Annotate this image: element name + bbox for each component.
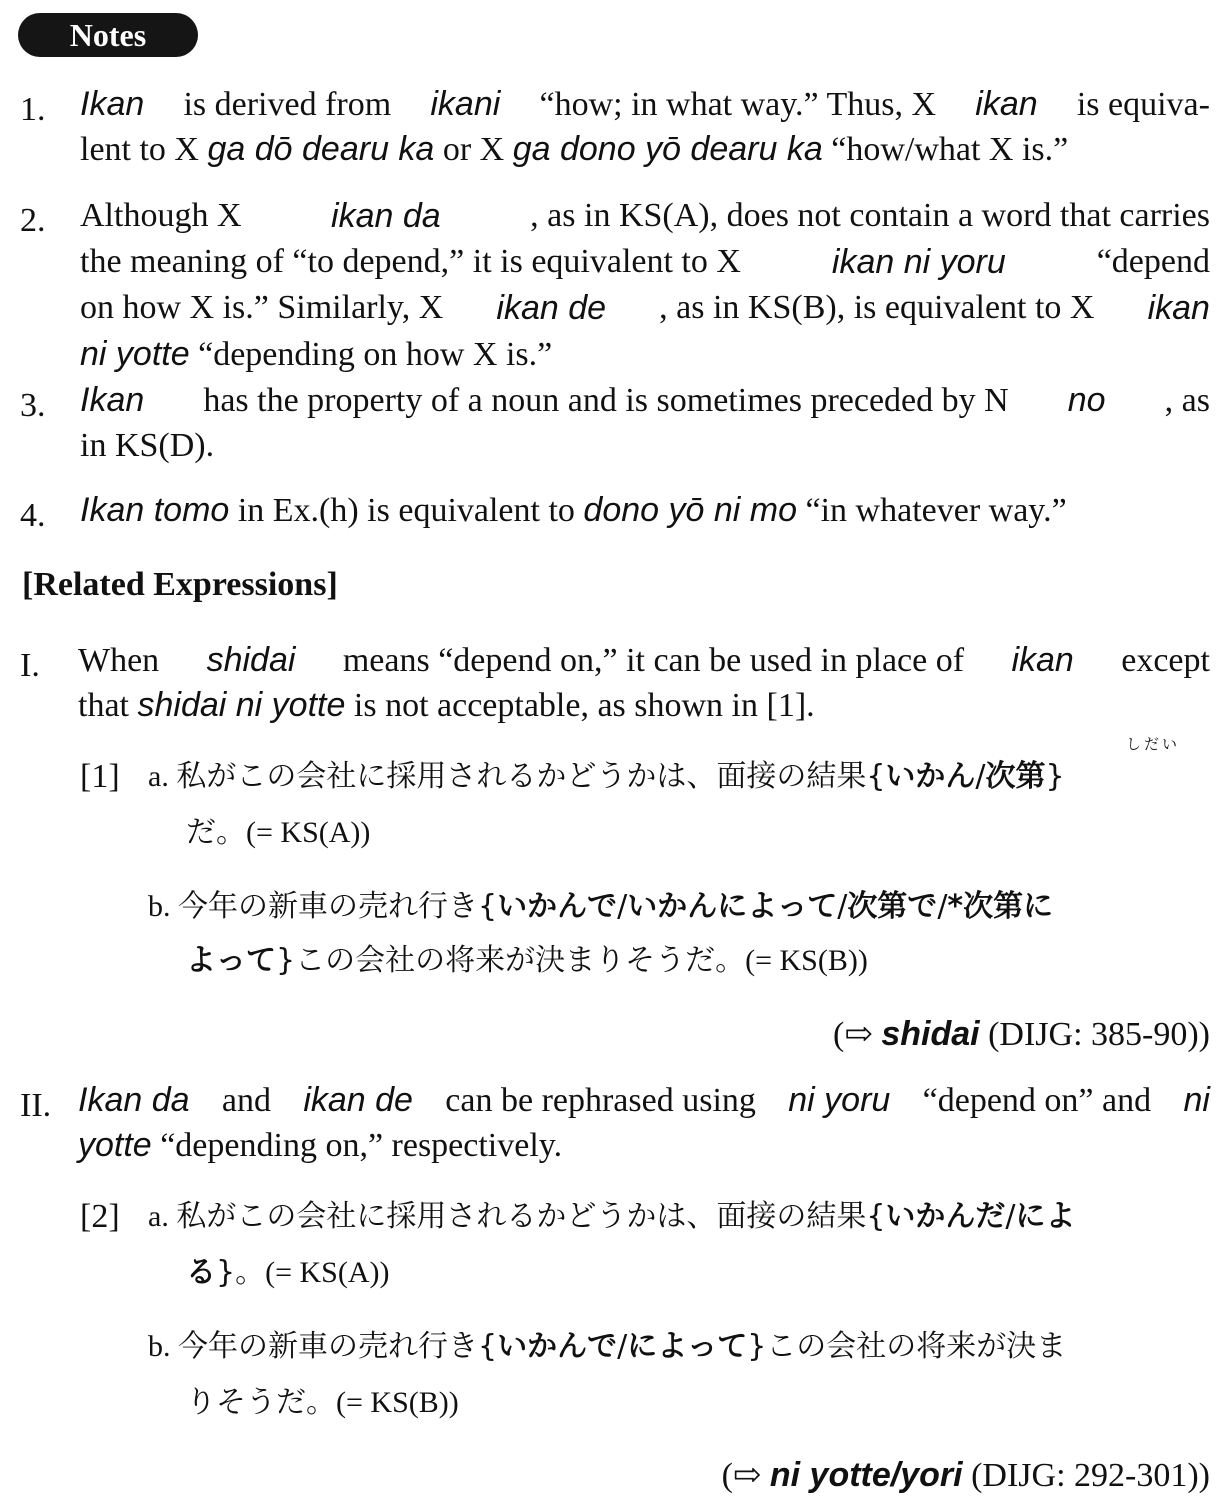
text-run: ni — [1183, 1081, 1210, 1119]
example-line — [148, 1324, 1066, 1369]
text-run: Although X — [80, 197, 242, 234]
reference-prefix: (⇨ — [833, 1016, 882, 1053]
example-label: [1] — [80, 758, 120, 795]
text-run: / — [975, 759, 986, 794]
text-run: (= KS(A)) — [265, 1256, 390, 1289]
text-run: ikan — [1011, 641, 1074, 679]
text-run: いかんで — [497, 889, 618, 924]
text-run: Ikan tomo — [80, 491, 230, 529]
reference-term: shidai — [881, 1015, 980, 1053]
text-run: りそうだ。 — [186, 1385, 336, 1420]
text-run: has the property of a noun and is sometimes preceded by N — [203, 382, 1009, 419]
text-run: / — [937, 889, 948, 924]
text-run: る — [186, 1255, 216, 1290]
section-number: II. — [20, 1087, 52, 1124]
note-text — [80, 378, 1210, 468]
note-text — [80, 82, 1210, 172]
text-run: lent to X — [80, 131, 208, 168]
text-run: この会社の将来が決ま — [766, 1329, 1067, 1364]
text-run: ni yotte — [80, 335, 190, 373]
example-line — [148, 754, 1065, 799]
text-run: ikan — [1147, 289, 1210, 327]
text-run: だ。 — [186, 815, 246, 850]
text-run: } — [747, 1329, 767, 1364]
text-run: is derived from — [183, 86, 392, 123]
section-number: I. — [20, 647, 40, 684]
text-run: ikan — [975, 85, 1038, 123]
cross-reference[interactable] — [833, 1012, 1210, 1057]
reference-prefix: (⇨ — [721, 1457, 770, 1494]
text-run: いかん — [885, 759, 976, 794]
text-run: the meaning of “to depend,” it is equivalent to X — [80, 243, 741, 280]
text-run: “how/what X is.” — [822, 131, 1069, 168]
section-line — [78, 1078, 1210, 1123]
text-run: 今年の新車の売れ行き — [178, 889, 478, 924]
note-line — [80, 285, 1210, 331]
text-run: in Ex.(h) is equivalent to — [229, 492, 584, 529]
text-run: ni yoru — [788, 1081, 891, 1119]
text-run: no — [1067, 381, 1106, 419]
text-run: } — [216, 1255, 236, 1290]
text-run: ga dō dearu ka — [207, 130, 435, 168]
reference-source: (DIJG: 292-301)) — [962, 1457, 1210, 1494]
text-run: { — [866, 759, 886, 794]
text-run: , as in KS(B), is equivalent to X — [659, 289, 1095, 326]
text-run: b. — [148, 890, 178, 923]
note-line — [80, 239, 1210, 285]
text-run: , as in KS(A), does not contain a word that carries — [530, 197, 1210, 234]
example-label: [2] — [80, 1198, 120, 1235]
note-line — [80, 127, 1210, 172]
text-run: よって — [186, 943, 276, 978]
text-run: on how X is.” Similarly, X — [80, 289, 444, 326]
example-line — [186, 938, 868, 983]
text-run: 私がこの会社に採用されるかどうかは、面接の結果 — [176, 759, 867, 794]
text-run: / — [617, 1329, 628, 1364]
note-line — [80, 193, 1210, 239]
text-run: ga dono yō dearu ka — [512, 130, 823, 168]
text-run: ikan de — [496, 289, 607, 327]
text-run: いかんで — [497, 1329, 618, 1364]
text-run: ikan de — [303, 1081, 413, 1119]
note-number: 4. — [20, 497, 46, 534]
text-run: “depend — [1096, 243, 1210, 280]
text-run: or X — [434, 131, 513, 168]
section-text — [78, 1078, 1210, 1168]
text-run: { — [478, 1329, 498, 1364]
text-run: When — [78, 642, 160, 679]
reference-term: ni yotte/yori — [769, 1456, 963, 1494]
text-run: によって — [627, 1329, 748, 1364]
text-run: ikani — [430, 85, 501, 123]
example-line — [186, 1380, 459, 1425]
text-run: a. — [148, 760, 177, 793]
furigana: しだい — [1126, 735, 1181, 753]
reference-source: (DIJG: 385-90)) — [979, 1016, 1210, 1053]
text-run: in KS(D). — [80, 427, 215, 464]
text-run: } — [276, 943, 296, 978]
text-run: いかんによって — [627, 889, 838, 924]
section-line — [78, 638, 1210, 683]
text-run: “in whatever way.” — [797, 492, 1067, 529]
note-number: 3. — [20, 387, 46, 424]
text-run: that — [78, 687, 138, 724]
text-run: (= KS(B)) — [745, 944, 868, 977]
text-run: 。 — [235, 1255, 266, 1290]
text-run: shidai — [206, 641, 296, 679]
text-run: (= KS(B)) — [336, 1386, 459, 1419]
example-line — [186, 810, 370, 855]
text-run: { — [866, 1199, 886, 1234]
text-run: 私がこの会社に採用されるかどうかは、面接の結果 — [176, 1199, 867, 1234]
text-run: Ikan — [80, 381, 145, 419]
text-run: ikan ni yoru — [831, 243, 1006, 281]
text-run: is equiva- — [1076, 86, 1210, 123]
text-run: means “depend on,” it can be used in place of — [342, 642, 965, 679]
cross-reference[interactable] — [722, 1453, 1210, 1498]
example-line — [148, 1194, 1076, 1239]
section-text — [78, 638, 1210, 728]
note-line — [80, 423, 1210, 468]
text-run: 今年の新車の売れ行き — [178, 1329, 478, 1364]
related-expressions-heading: [Related Expressions] — [22, 566, 338, 603]
text-run: } — [1045, 759, 1065, 794]
text-run: *次第に — [947, 889, 1054, 924]
text-run: / — [617, 889, 628, 924]
text-run: { — [478, 889, 498, 924]
text-run: dono yō ni mo — [583, 491, 798, 529]
section-line — [78, 1123, 1210, 1168]
text-run: Ikan da — [78, 1081, 190, 1119]
text-run: この会社の将来が決まりそうだ。 — [295, 943, 746, 978]
note-line — [80, 82, 1210, 127]
note-line — [80, 488, 1210, 533]
text-run: can be rephrased using — [445, 1082, 756, 1119]
note-number: 1. — [20, 91, 46, 128]
note-text — [80, 193, 1210, 378]
text-run: and — [221, 1082, 271, 1119]
example-line — [186, 1250, 390, 1295]
text-run: is not acceptable, as shown in [1]. — [345, 687, 815, 724]
text-run: yotte — [78, 1126, 152, 1164]
text-run: いかんだ — [885, 1199, 1006, 1234]
note-line — [80, 378, 1210, 423]
text-run: 次第で — [847, 889, 938, 924]
example-line — [148, 884, 1053, 929]
text-run: “depending on,” respectively. — [151, 1127, 563, 1164]
text-run: “depend on” and — [922, 1082, 1152, 1119]
notes-header-badge: Notes — [18, 13, 198, 57]
text-run: によ — [1015, 1199, 1076, 1234]
text-run: 次第 — [985, 759, 1046, 794]
text-run: ikan da — [331, 197, 441, 235]
note-line — [80, 331, 1210, 378]
text-run: shidai ni yotte — [137, 686, 346, 724]
text-run: / — [1005, 1199, 1016, 1234]
text-run: except — [1121, 642, 1210, 679]
text-run: / — [837, 889, 848, 924]
text-run: (= KS(A)) — [246, 816, 371, 849]
note-text — [80, 488, 1210, 533]
text-run: “depending on how X is.” — [189, 336, 553, 373]
text-run: Ikan — [80, 85, 145, 123]
text-run: a. — [148, 1200, 177, 1233]
text-run: b. — [148, 1330, 178, 1363]
text-run: , as — [1164, 382, 1210, 419]
text-run: “how; in what way.” Thus, X — [539, 86, 937, 123]
section-line — [78, 683, 1210, 728]
note-number: 2. — [20, 202, 46, 239]
